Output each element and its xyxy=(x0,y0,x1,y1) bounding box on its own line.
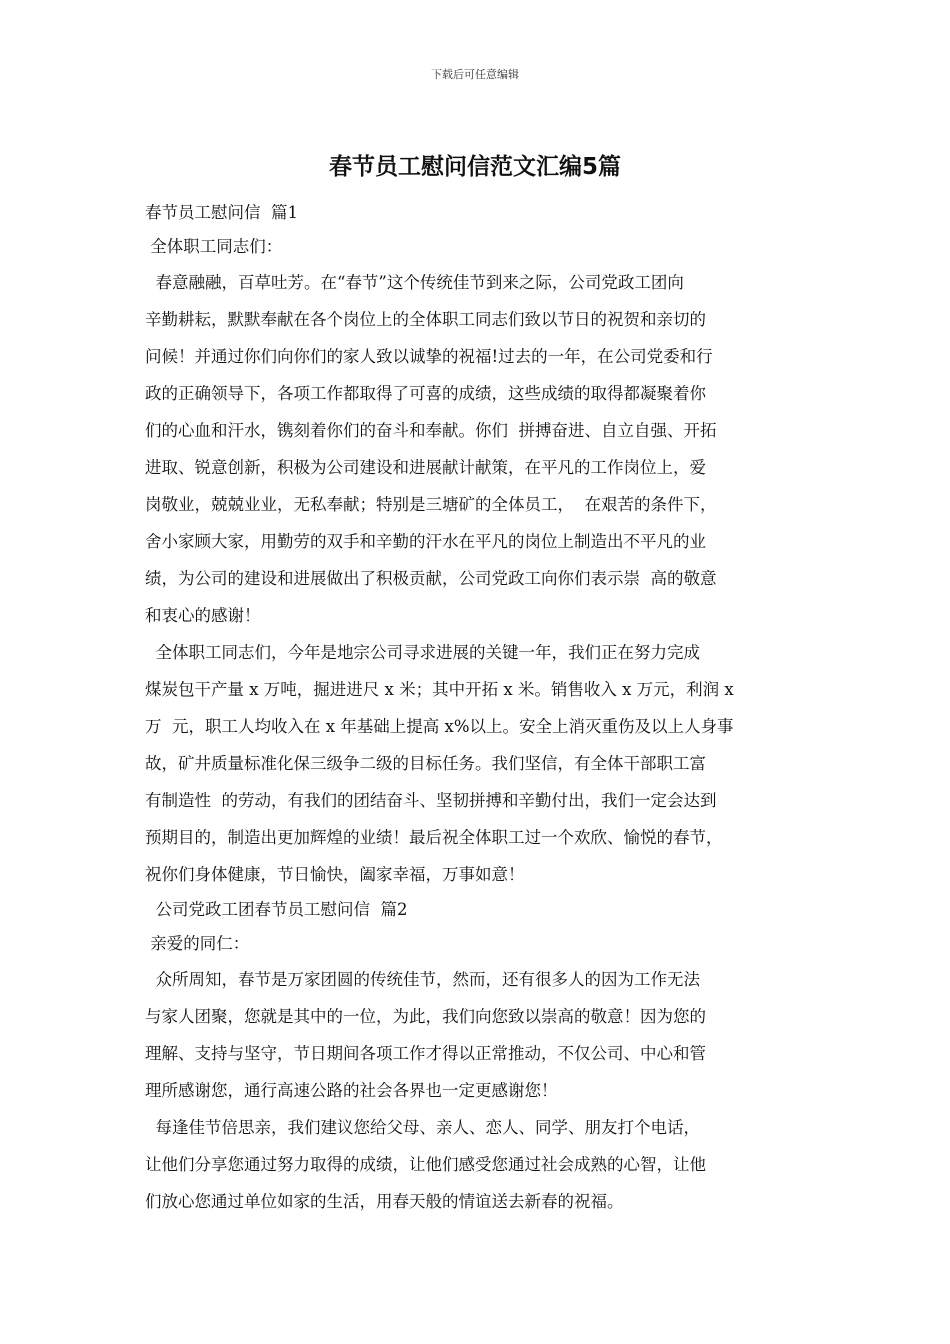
document-title: 春节员工慰问信范文汇编5篇 xyxy=(328,154,621,180)
paragraph-line: 让他们分享您通过努力取得的成绩，让他们感受您通过社会成熟的心智，让他 xyxy=(145,1155,706,1174)
paragraph-line: 进取、锐意创新，积极为公司建设和进展献计献策，在平凡的工作岗位上，爱 xyxy=(145,458,706,477)
section-heading-2: 公司党政工团春节员工慰问信 篇2 xyxy=(145,900,408,919)
section-heading-1: 春节员工慰问信 篇1 xyxy=(145,203,298,222)
paragraph-line: 故，矿井质量标准化保三级争二级的目标任务。我们坚信，有全体干部职工富 xyxy=(145,754,706,773)
paragraph-line: 们放心您通过单位如家的生活，用春天般的情谊送去新春的祝福。 xyxy=(145,1192,624,1211)
paragraph-line: 预期目的，制造出更加辉煌的业绩！最后祝全体职工过一个欢欣、愉悦的春节， xyxy=(145,828,723,847)
paragraph-line: 绩，为公司的建设和进展做出了积极贡献，公司党政工向你们表示崇 高的敬意 xyxy=(145,569,717,588)
document-body xyxy=(145,196,825,1220)
paragraph-line: 有制造性 的劳动，有我们的团结奋斗、坚韧拼搏和辛勤付出，我们一定会达到 xyxy=(145,791,717,810)
paragraph-line: 祝你们身体健康，节日愉快，阖家幸福，万事如意！ xyxy=(145,865,525,884)
paragraph-line: 问候！并通过你们向你们的家人致以诚挚的祝福!过去的一年，在公司党委和行 xyxy=(145,347,713,366)
paragraph-line: 每逢佳节倍思亲，我们建议您给父母、亲人、恋人、同学、朋友打个电话， xyxy=(145,1118,700,1137)
paragraph-line: 理解、支持与坚守，节日期间各项工作才得以正常推动，不仅公司、中心和管 xyxy=(145,1044,706,1063)
salutation-2: 亲爱的同仁： xyxy=(145,934,250,953)
paragraph-line: 和衷心的感谢！ xyxy=(145,606,261,625)
paragraph-line: 全体职工同志们，今年是地宗公司寻求进展的关键一年，我们正在努力完成 xyxy=(145,643,700,662)
paragraph-line: 岗敬业，兢兢业业，无私奉献；特别是三塘矿的全体员工， 在艰苦的条件下， xyxy=(145,495,717,514)
salutation-1: 全体职工同志们： xyxy=(145,237,283,256)
paragraph-line: 辛勤耕耘，默默奉献在各个岗位上的全体职工同志们致以节日的祝贺和亲切的 xyxy=(145,310,706,329)
header-note: 下载后可任意编辑 xyxy=(431,68,519,81)
paragraph-line: 们的心血和汗水，镌刻着你们的奋斗和奉献。你们 拼搏奋进、自立自强、开拓 xyxy=(145,421,717,440)
paragraph-line: 万 元，职工人均收入在 x 年基础上提高 x%以上。安全上消灭重伤及以上人身事 xyxy=(145,717,734,736)
paragraph-line: 与家人团聚，您就是其中的一位，为此，我们向您致以崇高的敬意！因为您的 xyxy=(145,1007,706,1026)
paragraph-line: 舍小家顾大家，用勤劳的双手和辛勤的汗水在平凡的岗位上制造出不平凡的业 xyxy=(145,532,706,551)
paragraph-line: 理所感谢您，通行高速公路的社会各界也一定更感谢您！ xyxy=(145,1081,558,1100)
paragraph-line: 众所周知，春节是万家团圆的传统佳节，然而，还有很多人的因为工作无法 xyxy=(145,970,700,989)
paragraph-line: 春意融融，百草吐芳。在“春节”这个传统佳节到来之际，公司党政工团向 xyxy=(145,273,684,292)
paragraph-line: 政的正确领导下，各项工作都取得了可喜的成绩，这些成绩的取得都凝聚着你 xyxy=(145,384,706,403)
paragraph-line: 煤炭包干产量 x 万吨，掘进进尺 x 米；其中开拓 x 米。销售收入 x 万元，利润 x xyxy=(145,680,734,699)
